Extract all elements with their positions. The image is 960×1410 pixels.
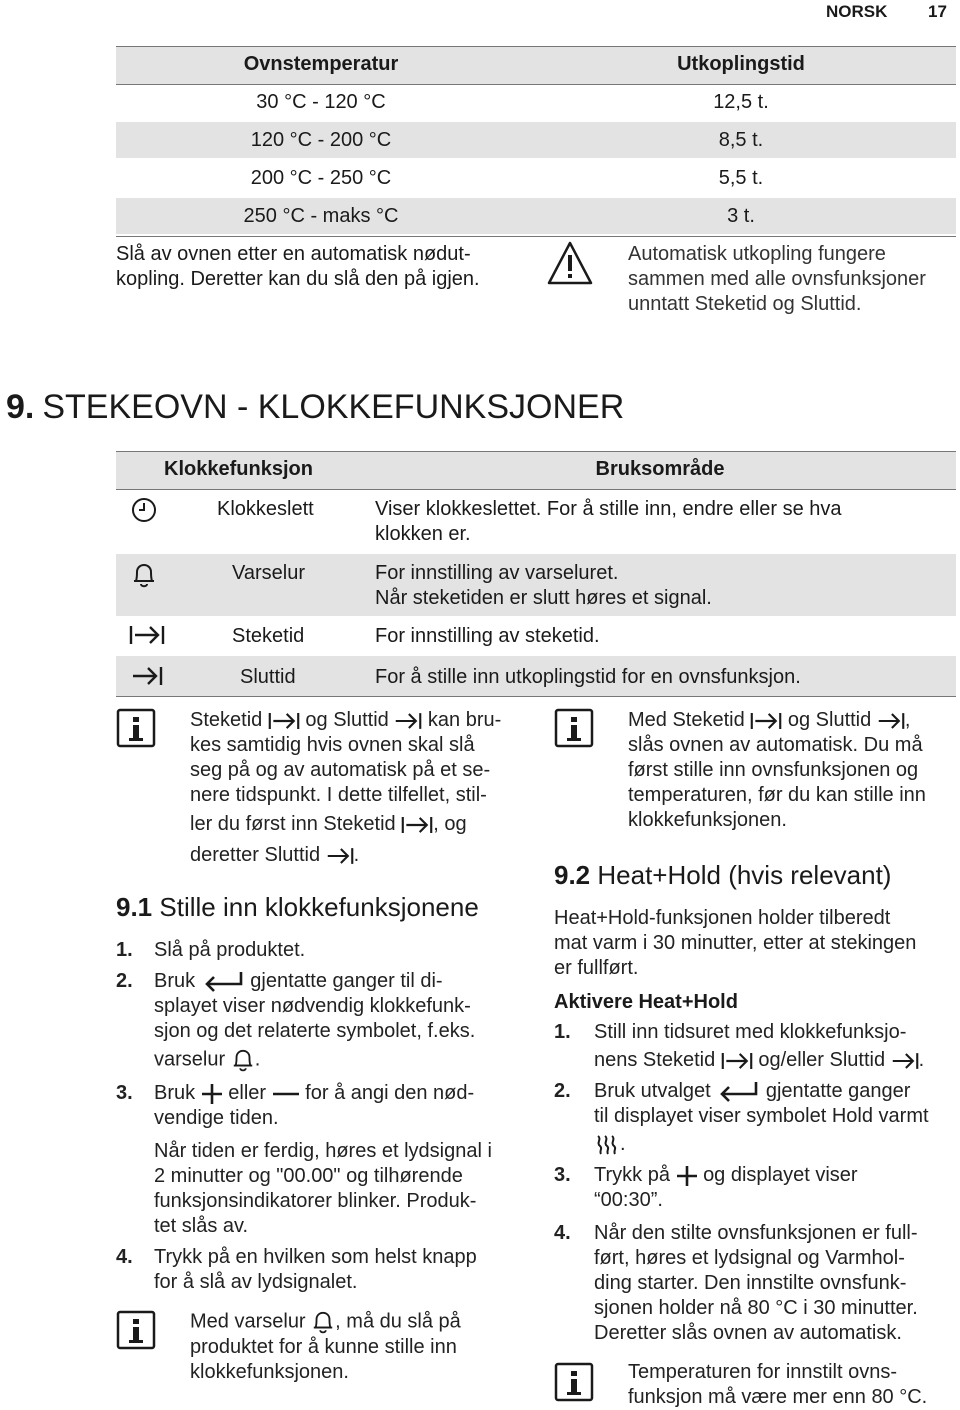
bell-icon [131,561,157,589]
warning-icon [546,240,594,286]
info-icon [554,708,594,748]
function-name: Sluttid [240,666,296,688]
plus-icon [676,1165,698,1187]
end-time-icon [326,846,354,866]
info-icon [116,708,156,748]
table-cell-temp: 200 °C - 250 °C [250,167,392,189]
shutdown-note: Slå av ovnen etter en automatisk nødut- kopling. Deretter kan du slå den på igjen. [116,243,480,290]
function-description: For innstilling av steketid. [375,625,600,647]
bell-icon [311,1309,335,1335]
enter-arrow-icon [201,970,245,994]
table-cell-temp: 30 °C - 120 °C [256,91,386,113]
page-number: 17 [928,2,947,21]
col-header-clock-function: Klokkefunksjon [164,458,313,480]
info-icon [554,1362,594,1402]
info-icon [116,1310,156,1350]
duration-icon [750,711,782,731]
language-label: NORSK [826,2,888,21]
list-item: 1. Slå på produktet. [116,939,306,961]
info-note-temperature: Temperaturen for innstilt ovns- funksjon må være mer enn 80 °C. [628,1361,928,1408]
list-item: 3. Bruk eller for å angi den nød- vendige tiden. Når tiden er ferdig, høres et lydsignal i 2 minutter og "00.00" og tilhørende funksjonsindikatorer blinker. Produk- tet slås av. [116,1082,492,1237]
heat-hold-steps [554,1020,954,1346]
function-name: Klokkeslett [217,498,314,520]
function-name: Steketid [232,625,305,647]
end-time-icon [131,665,163,687]
section-9-1-steps [116,938,526,1295]
section-9-heading: 9. STEKEOVN - KLOKKEFUNKSJONER [6,388,625,426]
table-cell-temp: 120 °C - 200 °C [250,129,392,151]
list-item: 4. Når den stilte ovnsfunksjonen er full- ført, høres et lydsignal og Varmhol- ding starter. Den innstilte ovnsfunk- sjonen holder nå 80 °C i 30 minutter. Deretter slås ovnen av automatisk. [554,1222,918,1344]
clock-icon [131,497,157,523]
function-description: For innstilling av varseluret. Når steketiden er slutt høres et signal. [375,562,712,609]
function-name: Varselur [232,562,305,584]
col-header-shutdown-time: Utkoplingstid [677,53,805,75]
minus-icon [272,1089,300,1099]
info-note-right: Med Steketid og Sluttid , slås ovnen av automatisk. Du må først stille inn ovnsfunksjonen og temperaturen, før du kan stille inn klokkefunksjonen. [628,709,926,831]
col-header-usage: Bruksområde [595,458,725,480]
list-item: 4. Trykk på en hvilken som helst knapp for å slå av lydsignalet. [116,1246,477,1293]
table-cell-temp: 250 °C - maks °C [243,205,399,227]
list-item: 1. Still inn tidsuret med klokkefunksjo- nens Steketid og/eller Sluttid . [554,1021,925,1071]
list-item: 2. Bruk gjentatte ganger til di- splayet viser nødvendig klokkefunk- sjon og det relaterte symbolet, f.eks. varselur . [116,969,526,1073]
duration-icon [129,624,165,646]
duration-icon [401,815,433,835]
table-cell-time: 3 t. [727,205,755,227]
heat-hold-intro: Heat+Hold-funksjonen holder tilberedt mat varm i 30 minutter, etter at stekingen er fullført. [554,907,917,979]
info-note-alarm: Med varselur , må du slå på produktet for å kunne stille inn klokkefunksjonen. [190,1310,461,1383]
duration-icon [721,1051,753,1071]
section-9-2-heading: 9.2 Heat+Hold (hvis relevant) [554,860,892,890]
plus-icon [201,1083,223,1105]
col-header-temperature: Ovnstemperatur [243,53,399,75]
end-time-icon [877,711,905,731]
end-time-icon [394,711,422,731]
list-item: 3. Trykk på og displayet viser “00:30”. [554,1164,858,1211]
warning-text: Automatisk utkopling fungere sammen med alle ovnsfunksjoner unntatt Steketid og Sluttid. [628,243,926,315]
end-time-icon [891,1051,919,1071]
table-cell-time: 8,5 t. [718,129,764,151]
function-description: Viser klokkeslettet. For å stille inn, endre eller se hva klokken er. [375,498,842,545]
section-9-1-heading: 9.1 Stille inn klokkefunksjonene [116,892,479,922]
table-cell-time: 5,5 t. [718,167,764,189]
enter-arrow-icon [716,1080,760,1104]
list-item: 2. Bruk utvalget gjentatte ganger til displayet viser symbolet Hold varmt . [554,1080,929,1155]
duration-icon [268,711,300,731]
info-note-left: Steketid og Sluttid kan bru- kes samtidig hvis ovnen skal slå seg på og av automatisk på et se- nere tidspunkt. I dette tilfellet, stil- ler du først inn Steketid , og deretter Sluttid . [190,709,502,866]
table-cell-time: 12,5 t. [713,91,769,113]
heat-hold-subheading: Aktivere Heat+Hold [554,991,738,1013]
bell-icon [231,1047,255,1073]
heat-hold-icon [594,1133,620,1157]
function-description: For å stille inn utkoplingstid for en ovnsfunksjon. [375,666,801,688]
